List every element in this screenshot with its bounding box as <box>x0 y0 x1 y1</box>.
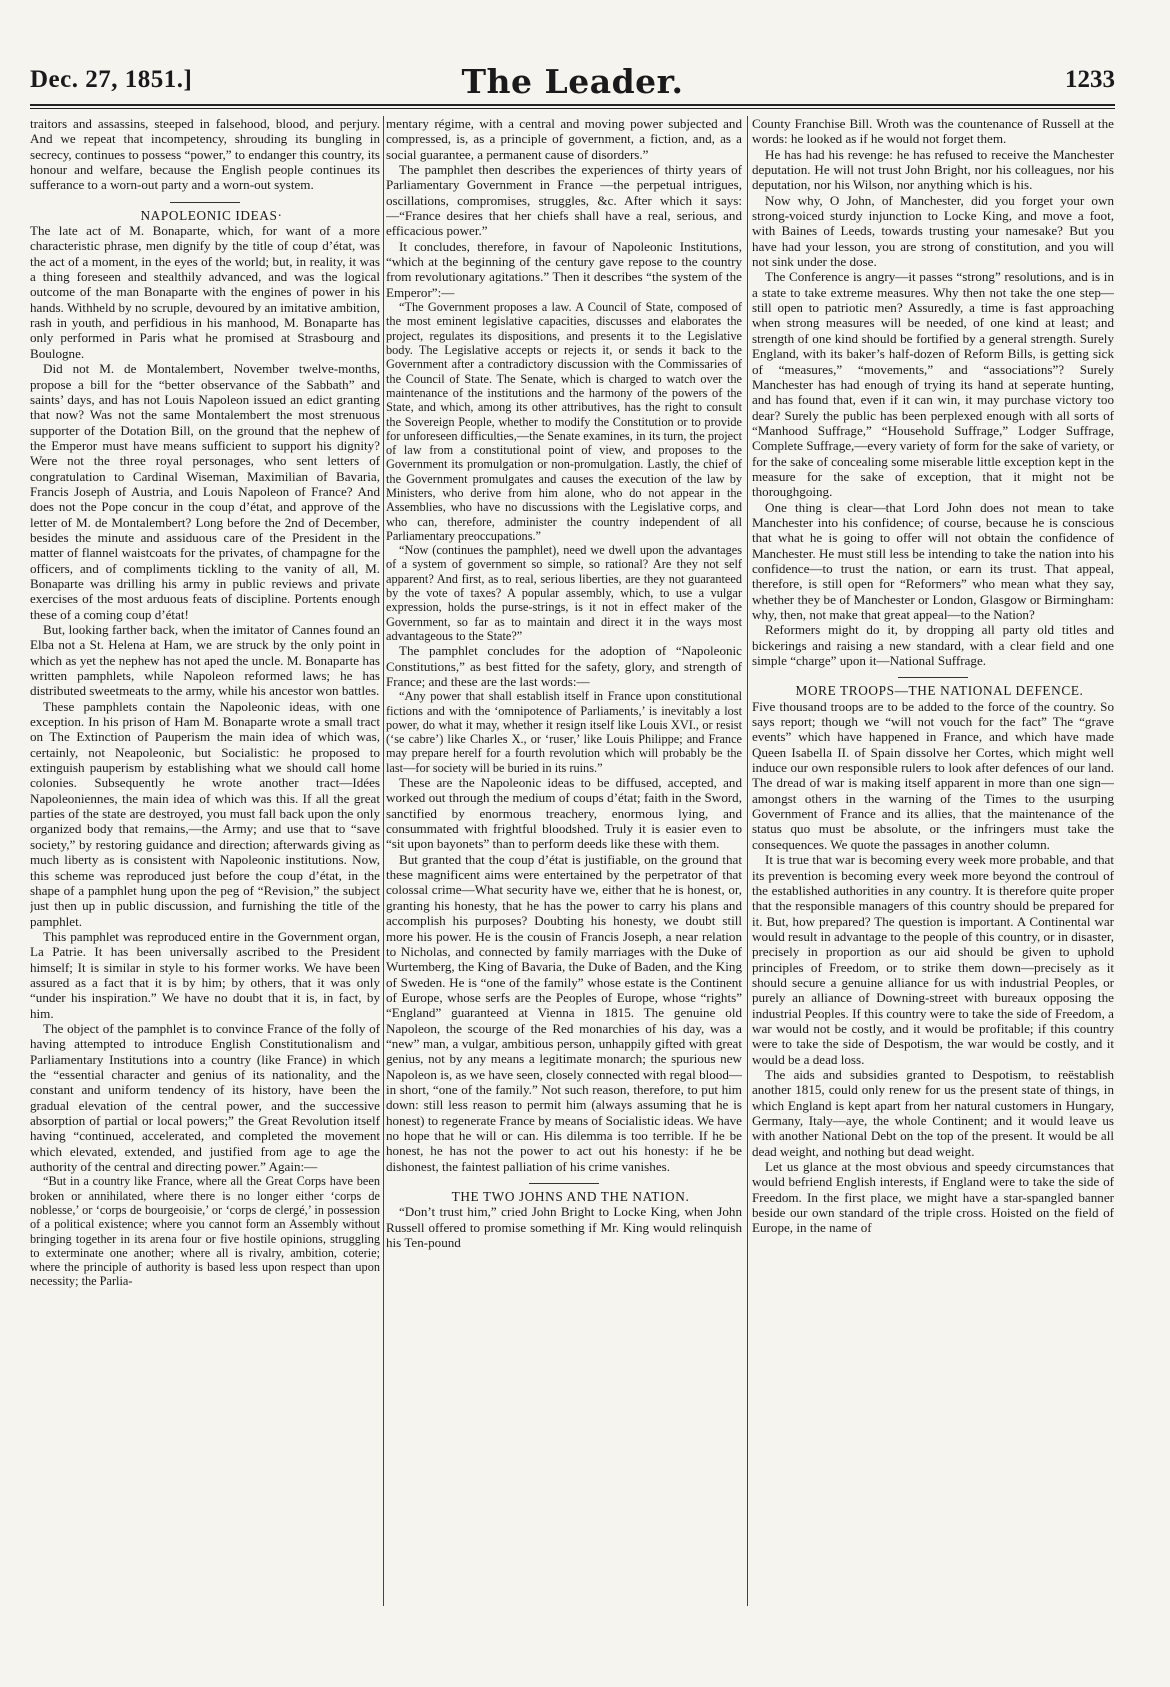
paragraph: Five thousand troops are to be added to the force of the country. So says report; though we “will not vouch for the fact” The “grave events” which have happened in France, and which have made Queen Isabella II. of Spain dissolve her Cortes, which might well induce our own responsible rulers to look after defences of our land. The dread of war is making itself apparent in more than one sign—amongst others in the warning of the Times to the usurping Government of France and its allies, that the maintenance of the status quo must be absolute, or the infringers must take the consequences. We quote the passages in another column. <box>752 698 1114 852</box>
paragraph: He has had his revenge: he has refused to receive the Manchester deputation. He will not trust John Bright, nor his colleagues, nor his deputation, nor his Wilson, nor anything which is his. <box>752 146 1114 193</box>
column-1 <box>30 116 380 1616</box>
paragraph: The pamphlet then describes the experiences of thirty years of Parliamentary Government in France —the perpetual intrigues, oscillations, compromises, struggles, &c. After which it says:—“France desires that her chiefs shall have a real, serious, and efficacious power.” <box>386 162 742 239</box>
paragraph: Did not M. de Montalembert, November twelve-months, propose a bill for the “better observance of the Sabbath” and saints’ days, and has not Louis Napoleon issued an edict granting that now? Was not the same Montalembert the most strenuous supporter of the Dotation Bill, on the ground that the nephew of the Emperor must have means sufficient to support his dignity? Were not the three royal personages, who sent letters of congratulation to Cardinal Wiseman, Maximilian of Bavaria, Francis Joseph of Austria, and Louis Napoleon of France? And does not the Pope concur in the coup d’état, and approve of the letter of M. de Montalembert? Long before the 2nd of December, besides the minute and assiduous care of the President in the matter of flannel waistcoats for the privates, of champagne for the officers, and of compliments tickling to the vanity of all, M. Bonaparte was drilling his army in public reviews and private exercises of the most arduous feats of discipline. Portents enough these of a coming coup d’état! <box>30 361 380 622</box>
paragraph: Reformers might do it, by dropping all party old titles and bickerings and raising a new standard, with a clear field and one simple “charge” upon it—National Suffrage. <box>752 622 1114 669</box>
paragraph: These are the Napoleonic ideas to be diffused, accepted, and worked out through the medium of coups d’état; faith in the Sword, sanctified by enormous treachery, enormous lying, and consummated with frightful bloodshed. Truly it is easier even to “sit upon bayonets” than to perform deeds like these with them. <box>386 775 742 852</box>
quotation: “Any power that shall establish itself in France upon constitutional fictions and with the ‘omnipotence of Parliaments,’ is inevitably a lost power, do what it may, whether it resign itself like Louis XVI., or resist (‘se cabre’) like Charles X., or ‘ruser,’ like Louis Philippe; and France may prepare herelf for a fourth revolution which will probably be the last—for society will be buried in its ruins.” <box>386 689 742 775</box>
page-number: 1233 <box>1065 66 1115 93</box>
column-divider <box>383 116 384 1606</box>
paragraph: The object of the pamphlet is to convince France of the folly of having attempted to introduce English Constitutionalism and Parliamentary Institutions into a country (like France) in which the “essential character and genius of its nationality, and the constant and uniform tendency of its history, have been the gradual elevation of the central power, and the successive absorption of partial or local powers;” the Great Revolution itself having “continued, accelerated, and completed the movement which elevated, extended, and justified from age to age the authority of the central and directing power.” Again:— <box>30 1020 380 1175</box>
section-rule <box>170 202 240 203</box>
quotation: “But in a country like France, where all the Great Corps have been broken or annihilated, where there is no longer either ‘corps de noblesse,’ or ‘corps de bourgeoisie,’ or ‘corps de clergé,’ in possession of a political existence; where you cannot form an Assembly without bringing together in its arena four or five hostile opinions, struggling to exterminate one another; where all is rivalry, ambition, coterie; where the principle of authority is based less upon respect than upon necessity; the Parlia- <box>30 1174 380 1289</box>
paragraph: The pamphlet concludes for the adoption of “Napoleonic Constitutions,” as best fitted for the safety, glory, and strength of France; and these are the last words:— <box>386 643 742 689</box>
masthead-title: The Leader. <box>461 62 684 101</box>
header-rule <box>30 104 1115 106</box>
paragraph: The Conference is angry—it passes “strong” resolutions, and is in a state to take extreme measures. Why then not take the one step—still open to patriotic men? Assuredly, a time is fast approaching when strong measures will be needed, of one kind at least; and strength of one kind should be fortified by a general strength. Surely England, with its baker’s half-dozen of Reform Bills, is getting sick of “measures,” “movements,” and “associations”? Surely Manchester has had enough of trying its hand at seperate hunting, and has found that, even if it can win, it may purchase victory too dear? Surely the public has been perplexed enough with all sorts of “Manhood Suffrage,” “Household Suffrage,” Lodger Suffrage, Complete Suffrage,—every variety of form for the sake of variety, or for the sake of concealing some miserable little exception kept in the measure for the sake of exception, that it might not be thoroughgoing. <box>752 269 1114 500</box>
paragraph: But granted that the coup d’état is justifiable, on the ground that these magnificent aims were entertained by the perpetrator of that colossal crime—What security have we, either that he is honest, or, granting his honesty, that he has the power to carry his plans and accomplish his purposes? Doubting his honesty, we doubt still more his power. He is the cousin of Francis Joseph, a near relation to Nicholas, and connected by family marriages with the Duke of Wurtemberg, the King of Bavaria, the Duke of Baden, and the King of Sweden. He is “one of the family” whose estate is the Continent of Europe, whose serfs are the Peoples of Europe, whose “rights” “England” guaranteed at Vienna in 1815. The genuine old Napoleon, the scourge of the Red monarchies of his day, was a “new” man, a vulgar, ambitious person, unhappily gifted with great genius, not by any means a legitimate monarch; the spurious new Napoleon is, as we have seen, closely connected with regal blood—in short, “one of the family.” Not such reason, therefore, to put him down: still less reason to permit him (always assuming that he is honest) to regenerate France by means of Socialistic ideas. We have no hope that he will or can. His dilemma is too terrible. If he be honest, he has not the power to act out his honesty: if he be dishonest, the faintest palliation of his crime vanishes. <box>386 851 742 1174</box>
paragraph: This pamphlet was reproduced entire in the Government organ, La Patrie. It has been universally ascribed to the President himself; It is similar in style to his former works. We have been assured as a fact that it is by him; by others, that it was only “under his inspiration.” We have no doubt that it is, in fact, by him. <box>30 928 380 1021</box>
paragraph: County Franchise Bill. Wroth was the countenance of Russell at the words: he looked as if he would not forget them. <box>752 116 1114 147</box>
paragraph: It concludes, therefore, in favour of Napoleonic Institutions, “which at the beginning of the century gave repose to the country from revolutionary agitations.” Then it describes “the system of the Emperor”:— <box>386 238 742 300</box>
section-rule <box>529 1183 599 1184</box>
paragraph: Now why, O John, of Manchester, did you forget your own strong-voiced sturdy injunction to Locke King, and move a foot, with Baines of Leeds, towards trusting your namesake? But you have had your lesson, you are strong of constitution, and you will not sink under the dose. <box>752 192 1114 270</box>
paragraph: mentary régime, with a central and moving power subjected and compressed, is, as a principle of government, a fiction, and, as a social guarantee, a permanent cause of disorders.” <box>386 116 742 162</box>
article-headline: THE TWO JOHNS AND THE NATION. <box>451 1189 690 1204</box>
paragraph: These pamphlets contain the Napoleonic ideas, with one exception. In his prison of Ham M. Bonaparte wrote a small tract on The Extinction of Pauperism the main idea of which was, certainly, not Neapoleonic, but Socialistic: he proposed to extinguish pauperism by establishing what we should call home colonies. Subsequently he wrote another tract—Idées Napoleoniennes, the main idea of which was this. If all the great parties of the state are destroyed, you must fall back upon the only organized body that remains,—the Army; and use that to “save society,” by restoring guidance and direction; afterwards giving as much liberty as is consistent with Napoleonic institutions. Now, this scheme was reproduced just before the coup d’état, in the shape of a pamphlet hung upon the peg of “Revision,” the subject just then up in public discussion, and furnishing the title of the pamphlet. <box>30 698 380 929</box>
paragraph: One thing is clear—that Lord John does not mean to take Manchester into his confidence; of course, because he is conscious that what he is going to offer will not obtain the confidence of Manchester. He must still less be intending to take the nation into his confidence—to trust the nation, or earn its trust. That appeal, therefore, is still open for “Reformers” who mean what they say, whether they be of Manchester or London, Glasgow or Birmingham: why, then, not make that great appeal—to the Nation? <box>752 499 1114 622</box>
column-2 <box>386 116 742 1616</box>
header-rule-thin <box>30 108 1115 109</box>
page-header <box>30 62 1115 106</box>
paragraph: The aids and subsidies granted to Despotism, to reëstablish another 1815, could only renew for us the present state of things, in which England is kept apart from her natural customers in Hungary, Germany, Italy—aye, the whole Continent; and it would leave us with another National Debt on the top of the present. It would be all dead weight, and nothing but dead weight. <box>752 1066 1114 1159</box>
article-headline: MORE TROOPS—THE NATIONAL DEFENCE. <box>795 683 1084 699</box>
article-headline: NAPOLEONIC IDEAS· <box>140 207 283 223</box>
paragraph: Let us glance at the most obvious and speedy circumstances that would befriend English interests, if England were to take the side of Freedom. In the first place, we might have a star-spangled banner beside our own standard of the triple cross. Hoisted on the field of Europe, in the name of <box>752 1159 1114 1236</box>
column-divider <box>747 116 748 1606</box>
quotation: “The Government proposes a law. A Council of State, composed of the most eminent legislative capacities, discusses and elaborates the project, regulates its dispositions, and presents it to the Legislative body. The Legislative accepts or rejects it, or sends it back to the Government after a contradictory discussion with the Commissaries of the Council of State. The Senate, which is charged to watch over the maintenance of the institutions and the harmony of the powers of the State, and which, among its other attributives, has the right to consult the Sovereign People, whether to modify the Constitution or to provide for unforeseen difficulties,—the Senate examines, in its turn, the project of law from a constitutional point of view, and proposes to the Government its promulgation or non-promulgation. Lastly, the chief of the Government promulgates and causes the execution of the law by Ministers, who derive from him alone, who do not appear in the Assemblies, who have no discussions with the Legislative corps, and who can, therefore, administer the country independent of all Parliamentary preoccupations.” <box>386 300 742 543</box>
issue-date: Dec. 27, 1851.] <box>30 66 193 93</box>
paragraph: “Don’t trust him,” cried John Bright to Locke King, when John Russell offered to promise something if Mr. King would relinquish his Ten-pound <box>386 1204 742 1251</box>
paragraph: The late act of M. Bonaparte, which, for want of a more characteristic phrase, men dignify by the title of coup d’état, was the act of a moment, in the eyes of the world; but, in reality, it was a thing foreseen and stealthily advanced, and was the logical outcome of the man Bonaparte with the engines of power in his hands. Withheld by no scruple, devoured by an imitative ambition, rash in youth, and perfidious in his manhood, M. Bonaparte has only performed in Paris what he promised at Strasbourg and Boulogne. <box>30 223 380 361</box>
paragraph: But, looking farther back, when the imitator of Cannes found an Elba not a St. Helena at Ham, we are struck by the only point in which as yet the nephew has not aped the uncle. M. Bonaparte has written pamphlets, while Napoleon reformed laws; he has distributed sweetmeats to the army, while his ancestor won battles. <box>30 622 380 699</box>
section-rule <box>898 677 968 678</box>
quotation: “Now (continues the pamphlet), need we dwell upon the advantages of a system of government so simple, so rational? Are they not self apparent? And first, as to real, serious liberties, are they not guaranteed by the vote of taxes? A popular assembly, which, to use a vulgar expression, holds the purse-strings, is it not in effect maker of the Government, so far as to maintain and direct it in the ways most advantageous to the State?” <box>386 543 742 643</box>
paragraph: traitors and assassins, steeped in falsehood, blood, and perjury. And we repeat that incompetency, shrouding its bungling in secrecy, continues to possess “power,” to endanger this country, its honour and welfare, because the English people continues its sufferance to a worn-out party and a worn-out system. <box>30 116 380 193</box>
paragraph: It is true that war is becoming every week more probable, and that its prevention is becoming every week more beyond the controul of the established authorities in any country. It is therefore quite proper that the responsible managers of this country should be prepared for it. But, how prepared? The question is important. A Continental war would result in advantage to the people of this country, or in disaster, precisely in proportion as our aid should be given to uphold principles of Freedom, or to strike them down—precisely as it should secure a genuine alliance for us with industrial Peoples, or purely an alliance of Downing-street with bureaux opposing the industrial Peoples. If this country were to take the side of Freedom, a war would not be costly, and it would be profitable; if this country were to take the side of Despotism, the war would be costly, and it would be a dead loss. <box>752 852 1114 1067</box>
column-3 <box>752 116 1114 1616</box>
